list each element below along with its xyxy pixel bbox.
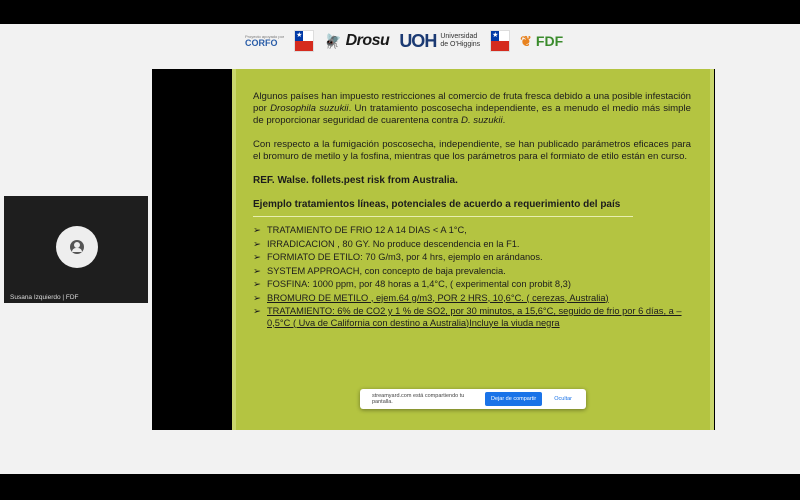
list-item-text: TRATAMIENTO: 6% de CO2 y 1 % de SO2, por 30 minutos, a 15,6°C, seguido de frio por 6 días, a – 0,5°C ( Uva de California con destino a Australia)Incluye la viuda negra xyxy=(267,306,682,328)
shared-screen xyxy=(152,69,715,430)
fly-icon: 🪰 xyxy=(324,32,342,49)
arrow-bullet-icon: ➢ xyxy=(253,225,261,235)
sponsor-logos xyxy=(245,26,563,56)
participant-name: Susana Izquierdo | FDF xyxy=(10,294,79,301)
stop-sharing-button[interactable]: Dejar de compartir xyxy=(485,392,542,406)
list-item xyxy=(253,279,691,291)
list-item xyxy=(253,293,691,305)
screen-share-banner xyxy=(360,389,586,409)
reference: REF. Walse. follets.pest risk from Australia. xyxy=(253,175,458,186)
uoh-line1: Universidad xyxy=(440,33,478,40)
uoh-line2: de O'Higgins xyxy=(440,41,481,48)
fdf-text: FDF xyxy=(535,33,564,49)
list-item-text: BROMURO DE METILO , ejem.64 g/m3, POR 2 HRS, 10,6°C. ( cerezas, Australia) xyxy=(267,292,609,303)
fdf-logo xyxy=(520,33,563,50)
chile-flag-icon-2: ★ xyxy=(490,30,510,52)
arrow-bullet-icon: ➢ xyxy=(253,306,261,316)
paragraph-2: Con respecto a la fumigación poscosecha, independiente, se han publicado parámetros eficaces para el bromuro de metilo y la fosfina, mientras que los parámetros para el formiato de etilo están en curso. xyxy=(253,139,691,162)
arrow-bullet-icon: ➢ xyxy=(253,265,261,276)
list-item-text: FORMIATO DE ETILO: 70 G/m3, por 4 hrs, ejemplo en arándanos. xyxy=(267,252,543,262)
paragraph-1-species-2: D. suzukii xyxy=(461,115,503,126)
examples-heading: Ejemplo tratamientos líneas, potenciales de acuerdo a requerimiento del país xyxy=(253,199,621,210)
arrow-bullet-icon: ➢ xyxy=(253,292,261,303)
share-message: streamyard.com está compartiendo tu pantalla. xyxy=(372,393,465,405)
list-item-text: SYSTEM APPROACH, con concepto de baja prevalencia. xyxy=(267,265,506,276)
uoh-mark: UOH xyxy=(399,30,437,51)
divider xyxy=(253,216,633,217)
chile-flag-icon: ★ xyxy=(294,30,314,52)
list-item xyxy=(253,225,691,237)
list-item xyxy=(253,306,691,329)
participant-tile[interactable] xyxy=(4,196,148,303)
paragraph-1-c: . xyxy=(502,115,506,126)
paragraph-1 xyxy=(253,91,691,127)
paragraph-1-a: Algunos países han impuesto restricciones al comercio de fruta fresca debido a una posible infestación por xyxy=(253,91,691,114)
paragraph-1-species: Drosophila suzukii xyxy=(270,103,349,114)
list-item xyxy=(253,266,691,278)
fdf-leaf-icon: ❦ xyxy=(520,32,532,49)
stage xyxy=(0,24,800,474)
paragraph-1-b: . Un tratamiento poscosecha independiente, es a menudo el medio más simple de proporcionar seguridad de cuarentena contra xyxy=(253,103,691,126)
arrow-bullet-icon: ➢ xyxy=(253,252,261,262)
list-item xyxy=(253,239,691,251)
slide-content xyxy=(253,91,691,331)
corfo-caption: Proyecto apoyado por xyxy=(245,33,285,39)
drosu-text: Drosu xyxy=(345,32,390,49)
avatar xyxy=(56,226,98,268)
presentation-slide xyxy=(232,69,714,430)
list-item xyxy=(253,252,691,264)
arrow-bullet-icon: ➢ xyxy=(253,238,261,249)
list-item-text: TRATAMIENTO DE FRIO 12 A 14 DIAS < A 1°C, xyxy=(267,225,467,235)
uoh-logo xyxy=(399,31,480,52)
corfo-logo xyxy=(245,35,284,48)
corfo-text: CORFO xyxy=(245,37,278,48)
drosu-logo xyxy=(324,32,389,50)
arrow-bullet-icon: ➢ xyxy=(253,279,261,289)
list-item-text: FOSFINA: 1000 ppm, por 48 horas a 1,4°C, ( experimental con probit 8,3) xyxy=(267,279,571,289)
treatment-list xyxy=(253,225,691,329)
person-icon xyxy=(70,240,84,254)
list-item-text: IRRADICACION , 80 GY. No produce descendencia en la F1. xyxy=(267,238,520,249)
hide-button[interactable]: Ocultar xyxy=(548,395,578,403)
